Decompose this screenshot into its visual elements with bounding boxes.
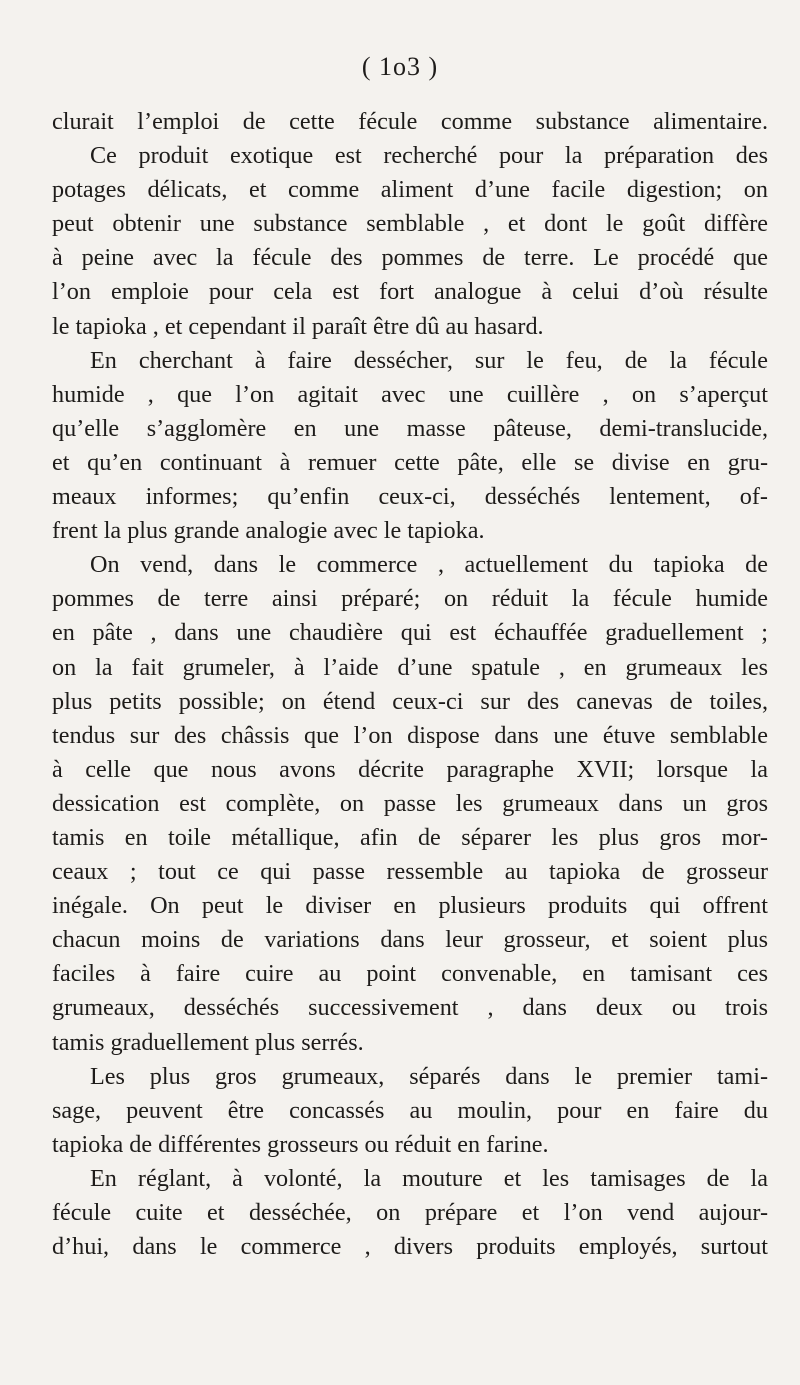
text-line: qu’elle s’agglomère en une masse pâteuse, demi-translucide,: [52, 414, 768, 442]
text-line: En réglant, à volonté, la mouture et les tamisages de la: [90, 1164, 768, 1192]
text-line: potages délicats, et comme aliment d’une facile digestion; on: [52, 176, 768, 204]
text-line: plus petits possible; on étend ceux-ci sur des canevas de toiles,: [52, 687, 768, 715]
page-number: ( 1o3 ): [361, 52, 439, 81]
text-line: on la fait grumeler, à l’aide d’une spatule , en grumeaux les: [52, 653, 768, 681]
text-line: dessication est complète, on passe les grumeaux dans un gros: [52, 789, 768, 817]
text-line: chacun moins de variations dans leur grosseur, et soient plus: [52, 926, 768, 954]
text-line: à celle que nous avons décrite paragraphe XVII; lorsque la: [52, 755, 768, 783]
text-line: tamis graduellement plus serrés.: [52, 1028, 364, 1056]
text-line: tendus sur des châssis que l’on dispose dans une étuve semblable: [52, 721, 768, 749]
text-line: d’hui, dans le commerce , divers produits employés, surtout: [52, 1233, 768, 1261]
text-line: à peine avec la fécule des pommes de terre. Le procédé que: [52, 244, 768, 272]
text-line: meaux informes; qu’enfin ceux-ci, desséchés lentement, of-: [52, 483, 768, 511]
text-line: ceaux ; tout ce qui passe ressemble au tapioka de grosseur: [52, 858, 768, 886]
text-line: humide , que l’on agitait avec une cuillère , on s’aperçut: [52, 380, 768, 408]
text-line: grumeaux, desséchés successivement , dans deux ou trois: [52, 994, 768, 1022]
text-line: faciles à faire cuire au point convenable, en tamisant ces: [52, 960, 768, 988]
text-line: peut obtenir une substance semblable , et dont le goût diffère: [52, 210, 768, 238]
text-line: sage, peuvent être concassés au moulin, pour en faire du: [52, 1096, 768, 1124]
text-line: Ce produit exotique est recherché pour la préparation des: [90, 142, 768, 170]
body-text: [52, 105, 768, 1264]
text-line: en pâte , dans une chaudière qui est échauffée graduellement ;: [52, 619, 768, 647]
text-line: tamis en toile métallique, afin de séparer les plus gros mor-: [52, 823, 768, 851]
text-line: clurait l’emploi de cette fécule comme substance alimentaire.: [52, 108, 768, 135]
text-line: Les plus gros grumeaux, séparés dans le premier tami-: [90, 1062, 768, 1090]
text-line: fécule cuite et desséchée, on prépare et l’on vend aujour-: [52, 1199, 768, 1226]
text-line: pommes de terre ainsi préparé; on réduit la fécule humide: [52, 585, 768, 613]
text-line: frent la plus grande analogie avec le tapioka.: [52, 517, 485, 545]
text-line: l’on emploie pour cela est fort analogue à celui d’où résulte: [52, 278, 768, 306]
text-line: le tapioka , et cependant il paraît être dû au hasard.: [52, 312, 544, 340]
text-line: On vend, dans le commerce , actuellement du tapioka de: [90, 551, 768, 579]
text-line: tapioka de différentes grosseurs ou réduit en farine.: [52, 1130, 549, 1158]
text-line: et qu’en continuant à remuer cette pâte, elle se divise en gru-: [52, 448, 768, 476]
text-line: inégale. On peut le diviser en plusieurs produits qui offrent: [52, 892, 768, 920]
text-line: En cherchant à faire dessécher, sur le feu, de la fécule: [90, 346, 768, 374]
